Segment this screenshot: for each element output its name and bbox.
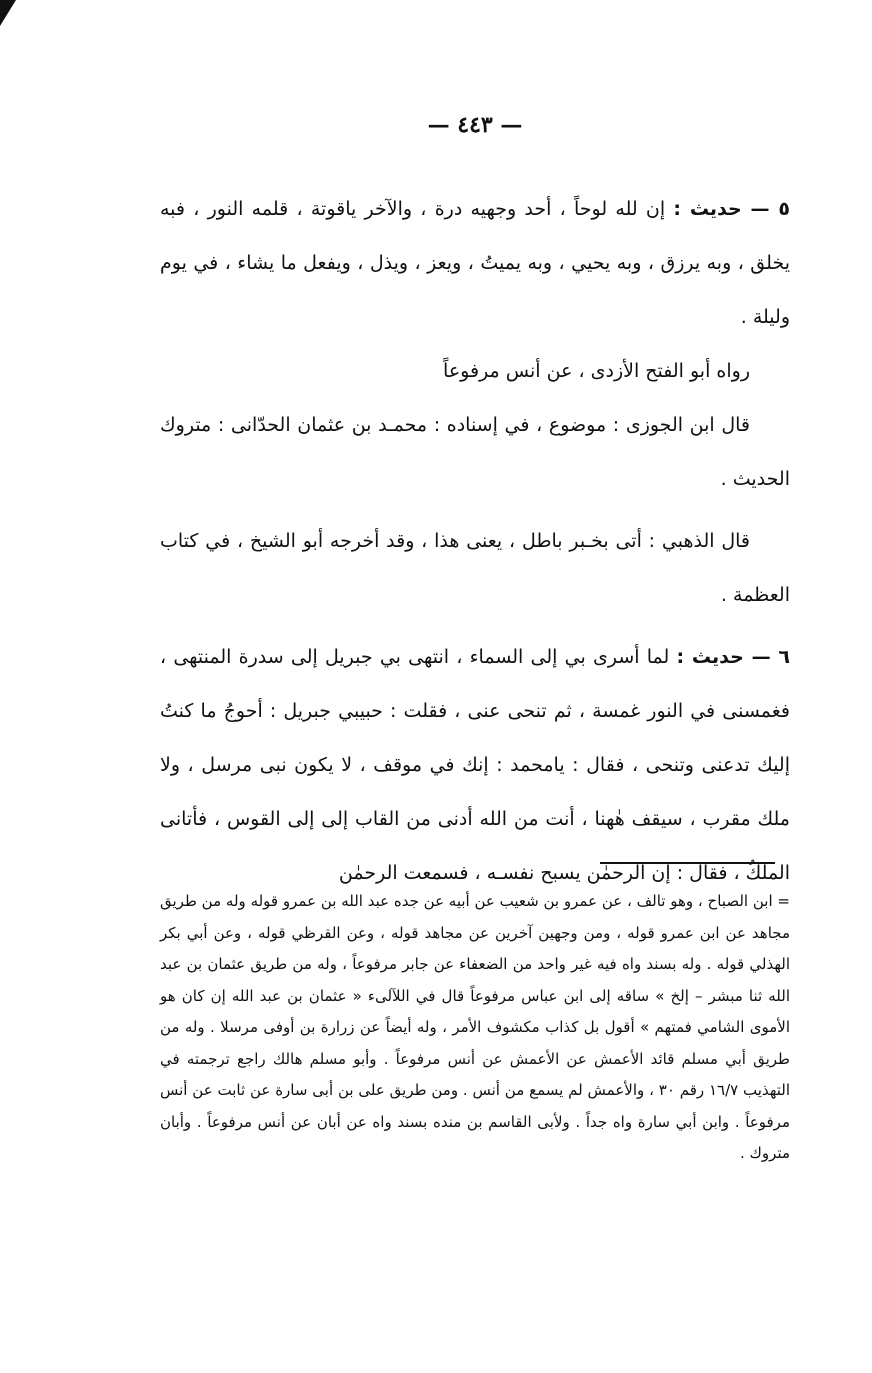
main-text	[160, 182, 790, 900]
hadith-5-label: ٥ — حديث :	[673, 198, 790, 220]
footnote-paragraph	[160, 886, 790, 1170]
footnotes	[160, 886, 790, 1170]
hadith-5-dhahabi: قال الذهبي : أتى بخـبر باطل ، يعنى هذا ، وقد أخرجه أبو الشيخ ، في كتاب العظمة .	[160, 530, 790, 606]
hadith-6-paragraph	[160, 630, 790, 900]
footnote-text: ابن الصباح ، وهو تالف ، عن عمرو بن شعيب عن أبيه عن جده عبد الله بن عمرو قوله وله من طريق مجاهد عن ابن عمرو قوله ، ومن وجهين آخرين عن مجاهد قوله ، وعن القرظي قوله ، وعن أبي بكر الهذلي قوله . وله بسند واه فيه غير واحد من الضعفاء عن جابر مرفوعاً ، وله من طريق عثمان بن عبد الله ثنا مبشر – إلخ » ساقه إلى ابن عباس مرفوعاً قال في اللآلىء « عثمان بن عبد الله إن كان هو الأموى الشامي فمتهم » أقول بل كذاب مكشوف الأمر ، وله أيضاً عن زرارة بن أوفى مرسلا . وله من طريق أبي مسلم قائد الأعمش عن الأعمش عن أنس مرفوعاً . وأبو مسلم هالك راجع ترجمته في التهذيب ١٦/٧ رقم ٣٠ ، والأعمش لم يسمع من أنس . ومن طريق على بن أبى سارة عن ثابت عن أنس مرفوعاً . وابن أبي سارة واه جداً . ولأبى القاسم بن منده بسند واه عن أبان عن أنس مرفوعاً . وأبان متروك .	[160, 892, 790, 1162]
page-body	[160, 100, 790, 900]
page-corner-mark	[0, 0, 16, 26]
page-number: — ٤٤٣ —	[427, 112, 523, 138]
footnote-divider	[600, 862, 775, 864]
hadith-6-label: ٦ — حديث :	[676, 646, 790, 668]
hadith-5-text: إن لله لوحاً ، أحد وجهيه درة ، والآخر ياقوتة ، قلمه النور ، فبه يخلق ، وبه يرزق ، وبه يحيي ، وبه يميتُ ، ويعز ، ويذل ، ويفعل ما يشاء ، في يوم وليلة .	[160, 198, 790, 328]
hadith-6-text: لما أسرى بي إلى السماء ، انتهى بي جبريل إلى سدرة المنتهى ، فغمسنى في النور غمسة ، ثم تنحى عنى ، فقلت : حبيبي جبريل : أحوجُ ما كنتُ إليك تدعنى وتنحى ، فقال : يامحمد : إنك في موقف ، لا يكون نبى مرسل ، ولا ملك مقرب ، سيقف هٰهنا ، أنت من الله أدنى من القاب إلى إلى القوس ، فأتانى الملكُ ، فقال : إن الرحمٰن يسبح نفسـه ، فسمعت الرحمٰن	[160, 646, 790, 884]
hadith-5-ibn-jawzi: قال ابن الجوزى : موضوع ، في إسناده : محمـد بن عثمان الحدّانى : متروك الحديث .	[160, 414, 790, 490]
hadith-5-narration: رواه أبو الفتح الأزدى ، عن أنس مرفوعاً	[443, 360, 750, 382]
footnote-continuation-marker: =	[777, 892, 790, 910]
hadith-5-paragraph	[160, 182, 790, 344]
